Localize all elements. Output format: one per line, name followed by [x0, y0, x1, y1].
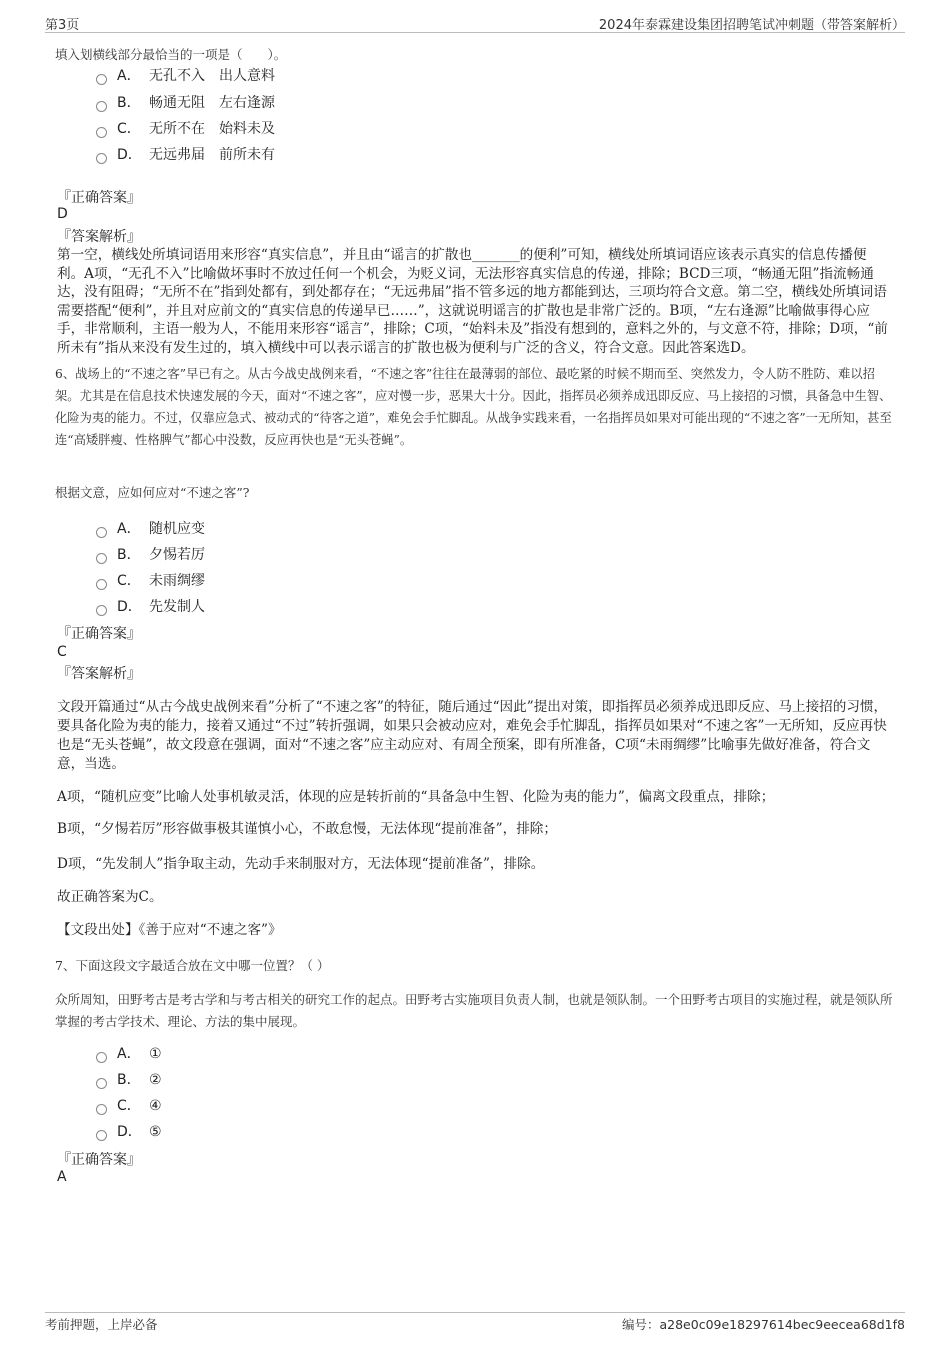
q5-option-c[interactable]: C． 无所不在 始料未及 — [96, 119, 275, 139]
q5-prompt: 填入划横线部分最恰当的一项是（ ）。 — [55, 47, 287, 62]
q6-passage: 6、战场上的“不速之客”早已有之。从古今战史战例来看，“不速之客”往往在最薄弱的部位、最吃紧的时候不期而至、突然发力，令人防不胜防、难以招架。尤其是在信息技术快速发展的今天，面对“不速之客”，应对慢一步，恶果大十分。因此，指挥员必须养成迅即反应、马上接招的习惯，具备急中生智、化险为夷的能力。不过，仅靠应急式、被动式的“待客之道”，难免会手忙脚乱。从战争实践来看，一名指挥员如果对可能出现的“不速之客”一无所知，甚至连“高矮胖瘦、性格脾气”都心中没数，反应再快也是“无头苍蝇”。 — [55, 367, 892, 447]
q7-option-b[interactable]: B． ② — [96, 1070, 162, 1090]
q5-analysis: 第一空，横线处所填词语用来形容“真实信息”，并且由“谣言的扩散也_______的便利”可知，横线处所填词语应该表示真实的信息传播便利。A项，“无孔不入”比喻做坏事时不放过任何一个机会，为贬义词，无法形容真实信息的传递，排除；BCD三项，“畅通无阻”指流畅通达，没有阻碍；“无所不在”指到处都有，到处都存在；“无远弗届”指不管多远的地方都能到达，三项均符合文意。第二空，横线处所填词语需要搭配“便利”，并且对应前文的“真实信息的传递早已……”，这就说明谣言的扩散也是非常广泛的。B项，“左右逢源”比喻做事得心应手，非常顺利，主语一般为人，不能用来形容“谣言”，排除；C项，“始料未及”指没有想到的，意料之外的，与文意不符，排除；D项，“前所未有”指从来没有发生过的，填入横线中可以表示谣言的扩散也极为便利与广泛的含义，符合文意。因此答案选D。 — [57, 247, 888, 356]
q6-option-a[interactable]: A． 随机应变 — [96, 519, 205, 539]
radio-icon[interactable] — [96, 553, 107, 564]
q6-analysis-main: 文段开篇通过“从古今战史战例来看”分析了“不速之客”的特征，随后通过“因此”提出对策，即指挥员必须养成迅即反应、马上接招的习惯，要具备化险为夷的能力，接着又通过“不过”转折强调，如果只会被动应对，难免会手忙脚乱，指挥员如果对“不速之客”一无所知，反应再快也是“无头苍蝇”，故文段意在强调，面对“不速之客”应主动应对、有周全预案，即有所准备，C项“未雨绸缪”比喻事先做好准备，符合文意，当选。 — [57, 699, 888, 772]
q6-option-c[interactable]: C． 未雨绸缪 — [96, 571, 205, 591]
radio-icon[interactable] — [96, 527, 107, 538]
radio-icon[interactable] — [96, 1052, 107, 1063]
q7-prompt: 7、下面这段文字最适合放在文中哪一位置？（ ） — [55, 958, 330, 973]
q5-answer: D — [57, 206, 68, 222]
q7-option-a[interactable]: A． ① — [96, 1044, 162, 1064]
page-header — [45, 12, 905, 33]
radio-icon[interactable] — [96, 1104, 107, 1115]
q6-answer-label: 『正确答案』 — [57, 626, 141, 642]
q7-option-c[interactable]: C． ④ — [96, 1096, 162, 1116]
q6-answer: C — [57, 644, 67, 660]
footer-slogan: 考前押题，上岸必备 — [45, 1317, 158, 1332]
q6-option-d[interactable]: D． 先发制人 — [96, 597, 205, 617]
radio-icon[interactable] — [96, 101, 107, 112]
q6-source: 【文段出处】《善于应对“不速之客”》 — [57, 922, 282, 938]
q7-answer: A — [57, 1169, 67, 1185]
page-number: 第3页 — [45, 18, 80, 33]
q6-analysis-b: B项，“夕惕若厉”形容做事极其谨慎小心，不敢怠慢，无法体现“提前准备”，排除； — [57, 821, 557, 837]
radio-icon[interactable] — [96, 1078, 107, 1089]
q6-analysis-conclusion: 故正确答案为C。 — [57, 889, 163, 905]
radio-icon[interactable] — [96, 127, 107, 138]
q5-option-a[interactable]: A． 无孔不入 出人意料 — [96, 66, 275, 86]
radio-icon[interactable] — [96, 74, 107, 85]
q7-option-d[interactable]: D． ⑤ — [96, 1122, 162, 1142]
q5-analysis-label: 『答案解析』 — [57, 229, 141, 245]
q6-analysis-label: 『答案解析』 — [57, 666, 141, 682]
radio-icon[interactable] — [96, 605, 107, 616]
q6-prompt: 根据文意，应如何应对“不速之客”? — [55, 485, 250, 500]
q5-answer-label: 『正确答案』 — [57, 190, 141, 206]
radio-icon[interactable] — [96, 153, 107, 164]
q5-option-b[interactable]: B． 畅通无阻 左右逢源 — [96, 93, 275, 113]
q6-analysis-a: A项，“随机应变”比喻人处事机敏灵活，体现的应是转折前的“具备急中生智、化险为夷的能力”，偏离文段重点，排除； — [57, 789, 775, 805]
q7-answer-label: 『正确答案』 — [57, 1152, 141, 1168]
q6-analysis-d: D项，“先发制人”指争取主动，先动手来制服对方，无法体现“提前准备”，排除。 — [57, 856, 545, 872]
q5-option-d[interactable]: D． 无远弗届 前所未有 — [96, 145, 275, 165]
q7-passage: 众所周知，田野考古是考古学和与考古相关的研究工作的起点。田野考古实施项目负责人制，也就是领队制。一个田野考古项目的实施过程，就是领队所掌握的考古学技术、理论、方法的集中展现。 — [55, 992, 893, 1029]
q6-option-b[interactable]: B． 夕惕若厉 — [96, 545, 205, 565]
radio-icon[interactable] — [96, 579, 107, 590]
radio-icon[interactable] — [96, 1130, 107, 1141]
document-title: 2024年泰霖建设集团招聘笔试冲刺题（带答案解析） — [598, 18, 905, 33]
page-footer — [45, 1312, 905, 1338]
document-id: 编号：a28e0c09e18297614bec9eecea68d1f8 — [621, 1317, 905, 1332]
